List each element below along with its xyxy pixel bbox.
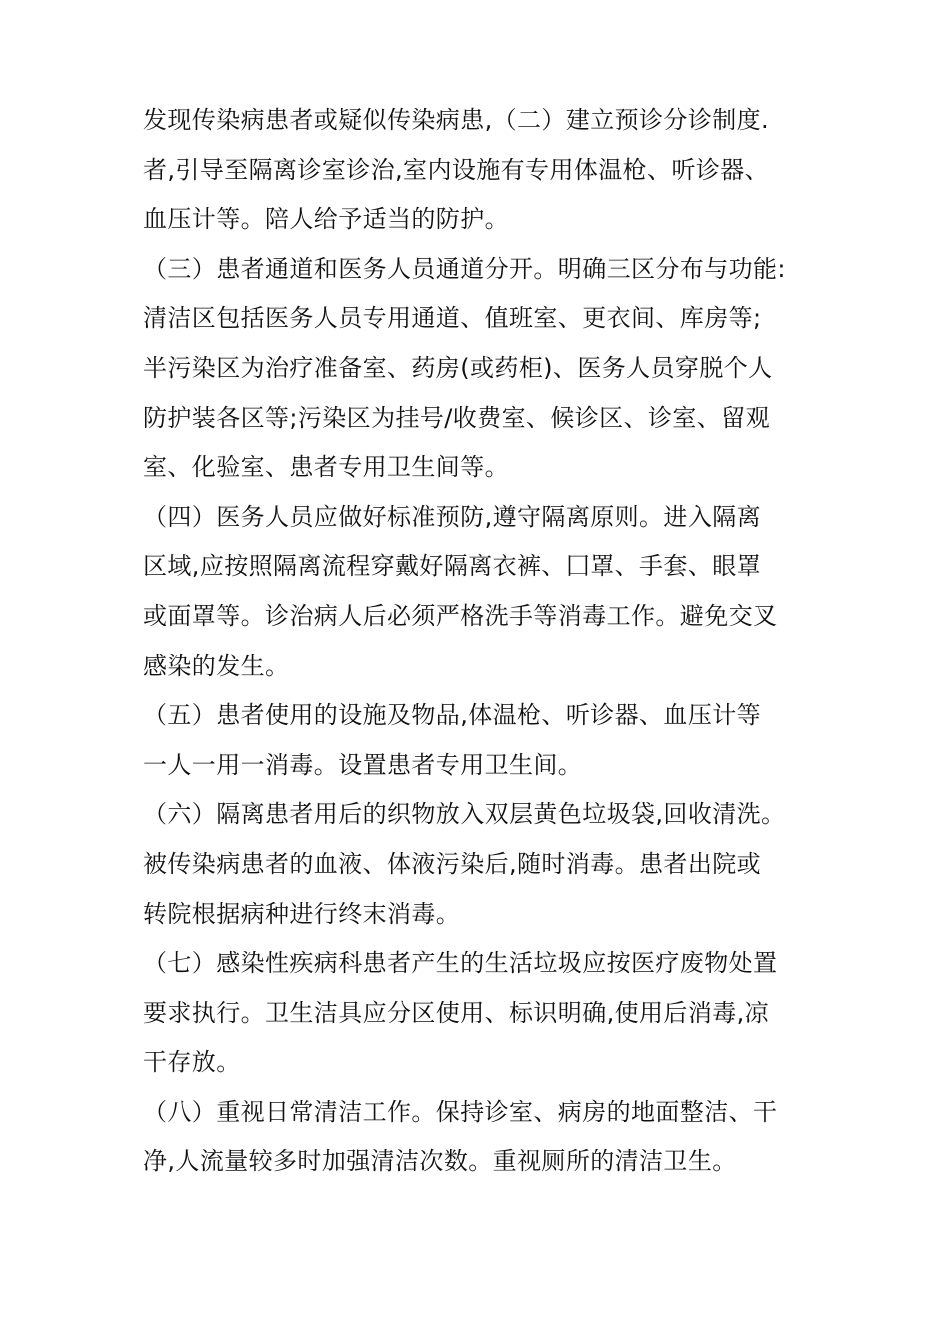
text-line: 者,引导至隔离诊室诊治,室内设施有专用体温枪、听诊器、: [143, 155, 770, 184]
text-line: 血压计等。陪人给予适当的防护。: [143, 205, 509, 234]
text-line: （七）感染性疾病科患者产生的生活垃圾应按医疗废物处置: [143, 949, 778, 978]
text-line: （八）重视日常清洁工作。保持诊室、病房的地面整洁、干: [143, 1097, 778, 1126]
text-line: 干存放。: [143, 1048, 241, 1077]
text-line: 净,人流量较多时加强清洁次数。重视厕所的清洁卫生。: [143, 1147, 737, 1176]
text-line: （三）患者通道和医务人员通道分开。明确三区分布与功能:: [143, 254, 786, 283]
text-line: 区域,应按照隔离流程穿戴好隔离衣裤、囗罩、手套、眼罩: [143, 552, 762, 581]
text-line: 半污染区为治疗准备室、药房(或药柜)、医务人员穿脱个人: [143, 353, 773, 382]
document-body: [143, 96, 813, 1187]
text-line: （六）隔离患者用后的织物放入双层黄色垃圾袋,回收清洗。: [143, 800, 786, 829]
text-line: 要求执行。卫生洁具应分区使用、标识明确,使用后消毒,凉: [143, 998, 770, 1027]
text-line: 或面罩等。诊治病人后必须严格洗手等消毒工作。避免交叉: [143, 601, 778, 630]
text-line: （四）医务人员应做好标准预防,遵守隔离原则。进入隔离: [143, 502, 762, 531]
text-line: 被传染病患者的血液、体液污染后,随时消毒。患者出院或: [143, 849, 762, 878]
text-line: （五）患者使用的设施及物品,体温枪、听诊器、血压计等: [143, 701, 762, 730]
text-line: 防护装各区等;污染区为挂号/收费室、候诊区、诊室、留观: [143, 403, 770, 432]
text-line: 室、化验室、患者专用卫生间等。: [143, 453, 509, 482]
text-line: 感染的发生。: [143, 651, 290, 680]
text-line: 一人一用一消毒。设置患者专用卫生间。: [143, 750, 583, 779]
text-line: 转院根据病种进行终末消毒。: [143, 899, 461, 928]
text-line: 清洁区包括医务人员专用通道、值班室、更衣间、库房等;: [143, 304, 762, 333]
text-line: 发现传染病患者或疑似传染病患,（二）建立预诊分诊制度.: [143, 106, 770, 134]
